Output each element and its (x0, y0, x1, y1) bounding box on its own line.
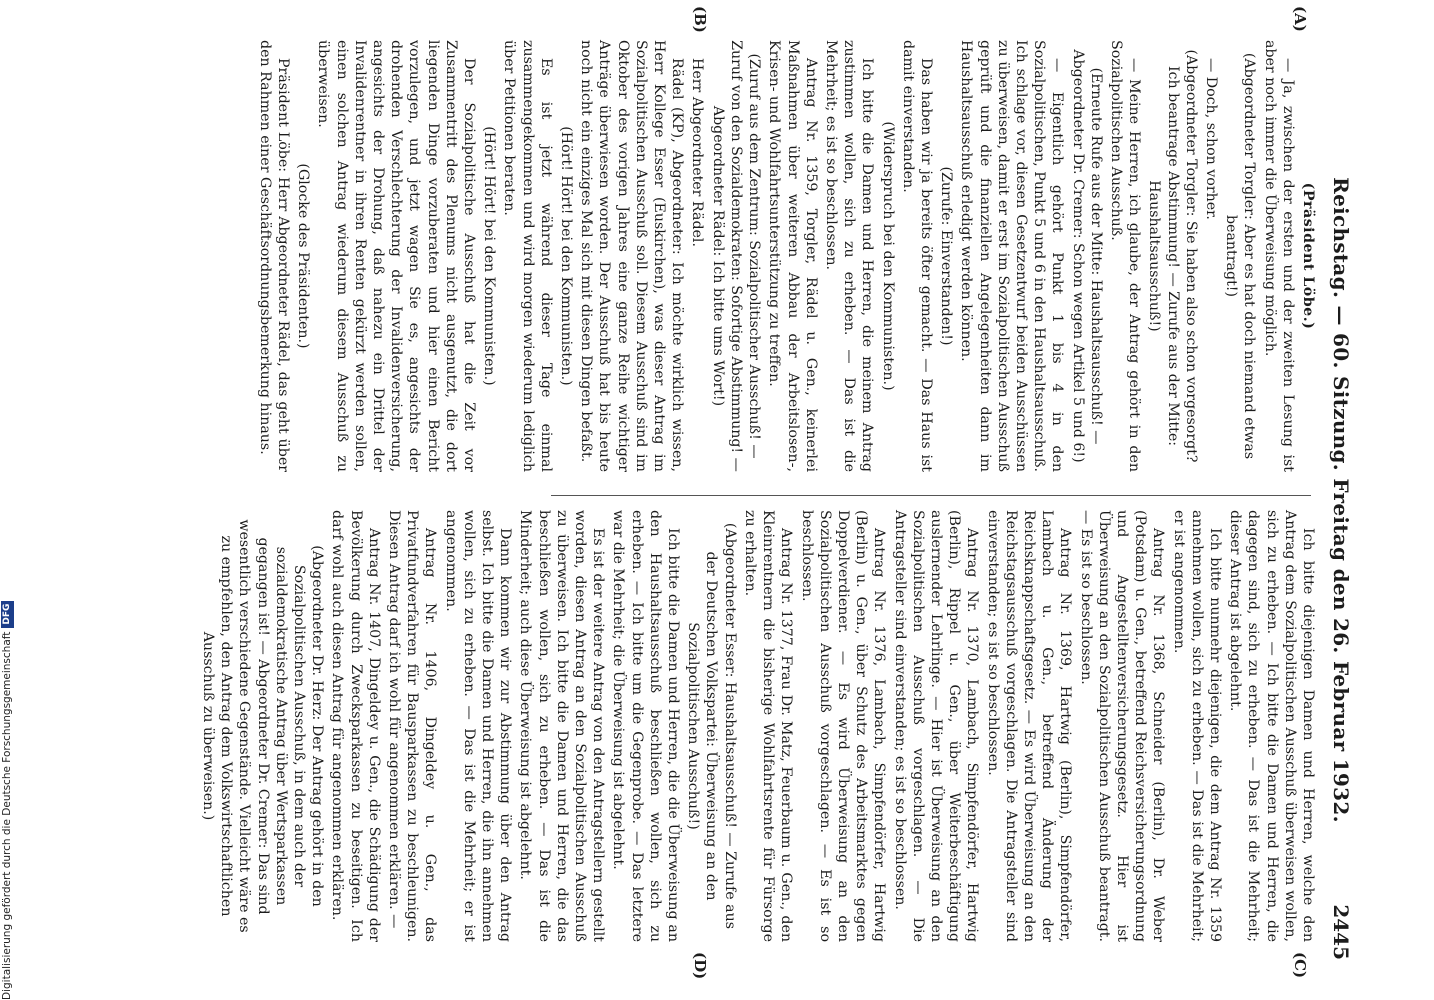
credit-text: Digitalisierung gefördert durch die Deutsche Forschungsgemeinschaft (1, 631, 13, 1000)
paragraph: Antrag Nr. 1407, Dingeldey u. Gen., die Schädigung der Bevölkerung durch Zwecksparkassen zu beseitigen. Ich darf wohl auch diesen Antrag für angenommen erklären. (329, 510, 382, 942)
paragraph: (Erneute Rufe aus der Mitte: Haushaltsausschuß! — Abgeordneter Dr. Cremer: Schon wegen Artikel 5 und 6!) (1069, 49, 1104, 463)
paragraph: Antrag Nr. 1376, Lambach, Simpfendörfer, Hartwig (Berlin) u. Gen., über Schutz des Arbeitsmarktes gegen Doppelverdiener. — Es wird Überweisung an den Sozialpolitischen Ausschuß vorgeschlagen. — Es ist so beschlossen. (798, 510, 888, 942)
paragraph: Präsident Löbe: Herr Abgeordneter Rädel, das geht über den Rahmen einer Geschäftsordnungsbemerkung hinaus. (256, 40, 292, 472)
paragraph: Antrag Nr. 1369, Hartwig (Berlin), Simpfendörfer, Lambach u. Gen., betreffend Änderung der Reichsknappschaftsgesetz. — Es wird Überweisung an den Reichstagsausschuß vorgeschlagen. Die Antragsteller sind einverstanden; es ist so beschlossen. (984, 510, 1074, 942)
paragraph: Dann kommen wir zur Abstimmung über den Antrag selbst. Ich bitte die Damen und Herren, die ihn annehmen wollen, sich zu erheben. — Das ist die Mehrheit; er ist angenommen. (442, 510, 514, 942)
column-divider (551, 495, 1311, 496)
paragraph: Ich bitte die Damen und Herren, die meinem Antrag zustimmen wollen, sich zu erheben. — Das ist die Mehrheit; es ist so beschlossen. (822, 40, 876, 472)
header-title: Reichstag. — 60. Sitzung. Freitag den 26. Februar 1932. (1329, 177, 1353, 823)
margin-mark-d: (D) (691, 952, 709, 980)
rotated-document-page (114, 6, 1359, 980)
paragraph: — Ja, zwischen der ersten und der zweiten Lesung ist aber noch immer die Überweisung möglich. (1261, 40, 1296, 472)
paragraph: Rädel (KP), Abgeordneter: Ich möchte wirklich wissen, Herr Kollege Esser (Euskirchen), was dieser Antrag im Sozialpolitischen Ausschuß soll. Diesem Ausschuß sind im Oktober des vorigen Jahres eine ganze Reihe wichtiger Anträge überwiesen worden. Der Ausschuß hat bis heute noch nicht ein einziges Mal sich mit diesen Dingen befaßt. (578, 40, 686, 472)
paragraph: Es ist der weitere Antrag von den Antragstellern gestellt worden, diesen Antrag an den Sozialpolitischen Ausschuß zu überweisen. Ich bitte die Damen und Herren, die das beschließen wollen, sich zu erheben. — Das ist die Minderheit; auch diese Überweisung ist abgelehnt. (517, 510, 607, 942)
left-column (254, 40, 1317, 472)
paragraph: (Präsident Löbe.) (1300, 182, 1316, 330)
paragraph: Das haben wir ja bereits öfter gemacht. — Das Haus ist damit einverstanden. (899, 40, 934, 472)
paragraph: (Widerspruch bei den Kommunisten.) (879, 121, 896, 391)
paragraph: Es ist jetzt während dieser Tage einmal zusammengekommen und wird morgen wiederum lediglich über Petitionen beraten. (501, 40, 554, 472)
margin-mark-c: (C) (1291, 952, 1309, 979)
paragraph: (Abgeordneter Dr. Herz: Der Antrag gehört in den Sozialpolitischen Ausschuß, in dem auch der sozialdemokratische Antrag über Wertsparkassen gegangen ist! — Abgeordneter Dr. Cremer: Das sind wesentlich verschiedene Gegenstände. Vielleicht wäre es zu empfehlen, den Antrag dem Volkswirtschaftlichen Ausschuß zu überweisen.) (200, 519, 326, 933)
margin-mark-b: (B) (691, 6, 709, 33)
paragraph: Ich bitte nunmehr diejenigen, die dem Antrag Nr. 1359 annehmen wollen, sich zu erheben. — Das ist die Mehrheit; er ist angenommen. (1170, 510, 1223, 942)
paragraph: — Meine Herren, ich glaube, der Antrag gehört in den Sozialpolitischen Ausschuß. (1107, 40, 1143, 472)
paragraph: (Glocke des Präsidenten.) (295, 163, 312, 349)
paragraph: (Abgeordneter Torgler: Sie haben also schon vorgesorgt? Ich beantrage Abstimmung! — Zurufe aus der Mitte: Haushaltsausschuß!) (1146, 49, 1199, 463)
paragraph: (Abgeordneter Torgler: Aber es hat doch niemand etwas beantragt!) (1223, 52, 1258, 460)
paragraph: Ich bitte die Damen und Herren, die die Überweisung an den Haushaltsausschuß beschließen wollen, sich zu erheben. — Ich bitte um die Gegenprobe. — Das letztere war die Mehrheit; die Überweisung ist abgelehnt. (610, 510, 682, 942)
paragraph: Der Sozialpolitische Ausschuß hat die Zeit vor Zusammentritt des Plenums nicht ausgenutzt, die dort liegenden Dinge vorzuberaten und hier einen Bericht vorzulegen, und jetzt wagen Sie es, angesichts der drohenden Verschlechterung der Invalidenversicherung, angesichts der Drohung, daß nahezu ein Drittel der Invalidenrentner in ihren Renten gekürzt werden sollen, einen solchen Antrag wiederum diesem Ausschuß zu überweisen. (315, 40, 478, 472)
margin-mark-a: (A) (1291, 6, 1309, 32)
paragraph: Antrag Nr. 1406, Dingeldey u. Gen., das Privatfundverfahren für Bausparkassen zu beschleunigen. Diesen Antrag darf ich wohl für angenommen erklären. — (386, 510, 439, 942)
paragraph: (Hört! Hört! bei den Kommunisten.) (558, 126, 575, 386)
paragraph: Antrag Nr. 1370, Lambach, Simpfendörfer, Hartwig (Berlin), Rippel u. Gen., über Weiterbeschäftigung auslernender Lehrlinge. — Hier ist Überweisung an den Sozialpolitischen Ausschuß vorgeschlagen. — Die Antragsteller sind einverstanden; es ist so beschlossen. (891, 510, 981, 942)
digitization-credit (0, 0, 14, 1000)
paragraph: (Zurufe: Einverstanden!) (938, 166, 955, 346)
paragraph: Ich bitte diejenigen Damen und Herren, welche den Antrag dem Sozialpolitischen Ausschuß überweisen wollen, sich zu erheben. — Ich bitte die Damen und Herren, die dagegen sind, sich zu erheben. — Das ist die Mehrheit; dieser Antrag ist abgelehnt. (1227, 510, 1316, 942)
page-header (1323, 40, 1359, 960)
page-number: 2445 (1329, 904, 1353, 960)
dfg-logo-icon: DFG (1, 601, 14, 628)
paragraph: — Eigentlich gehört Punkt 1 bis 4 in den Sozialpolitischen, Punkt 5 und 6 in den Haushaltsausschuß. Ich schlage vor, diesen Gesetzentwurf beiden Ausschüssen zu überweisen, damit er erst im Sozialpolitischen Ausschuß geprüft und die finanziellen Angelegenheiten dann im Haushaltsausschuß erledigt werden können. (958, 40, 1066, 472)
paragraph: — Doch, schon vorher. (1202, 58, 1219, 220)
paragraph: Antrag Nr. 1359, Torgler, Rädel u. Gen., keinerlei Maßnahmen über weiteren Abbau der Arbeitslosen-, Krisen- und Wohlfahrtsunterstützung zu treffen. (766, 40, 819, 472)
right-column (197, 510, 1317, 942)
paragraph: (Zuruf aus dem Zentrum: Sozialpolitischer Ausschuß! — Zuruf von den Sozialdemokraten: Sofortige Abstimmung! — Abgeordneter Rädel: Ich bitte ums Wort!) (709, 40, 763, 472)
paragraph: (Hört! Hört! bei den Kommunisten.) (481, 126, 498, 386)
paragraph: (Abgeordneter Esser: Haushaltsausschuß! — Zurufe aus der Deutschen Volkspartei: Überweisung an den Sozialpolitischen Ausschuß!) (685, 522, 738, 930)
paragraph: Antrag Nr. 1368, Schneider (Berlin), Dr. Weber (Potsdam) u. Gen., betreffend Reichsversicherungsordnung und Angestelltenversicherungsgesetz. Hier ist Überweisung an den Sozialpolitischen Ausschuß beantragt. — Es ist so beschlossen. (1077, 510, 1167, 942)
paragraph: Herr Abgeordneter Rädel. (689, 58, 706, 247)
paragraph: Antrag Nr. 1377, Frau Dr. Matz, Feuerbaum u. Gen., den Kleinrentnern die bisherige Wohlfahrtsrente für Fürsorge zu erhalten. (741, 510, 795, 942)
